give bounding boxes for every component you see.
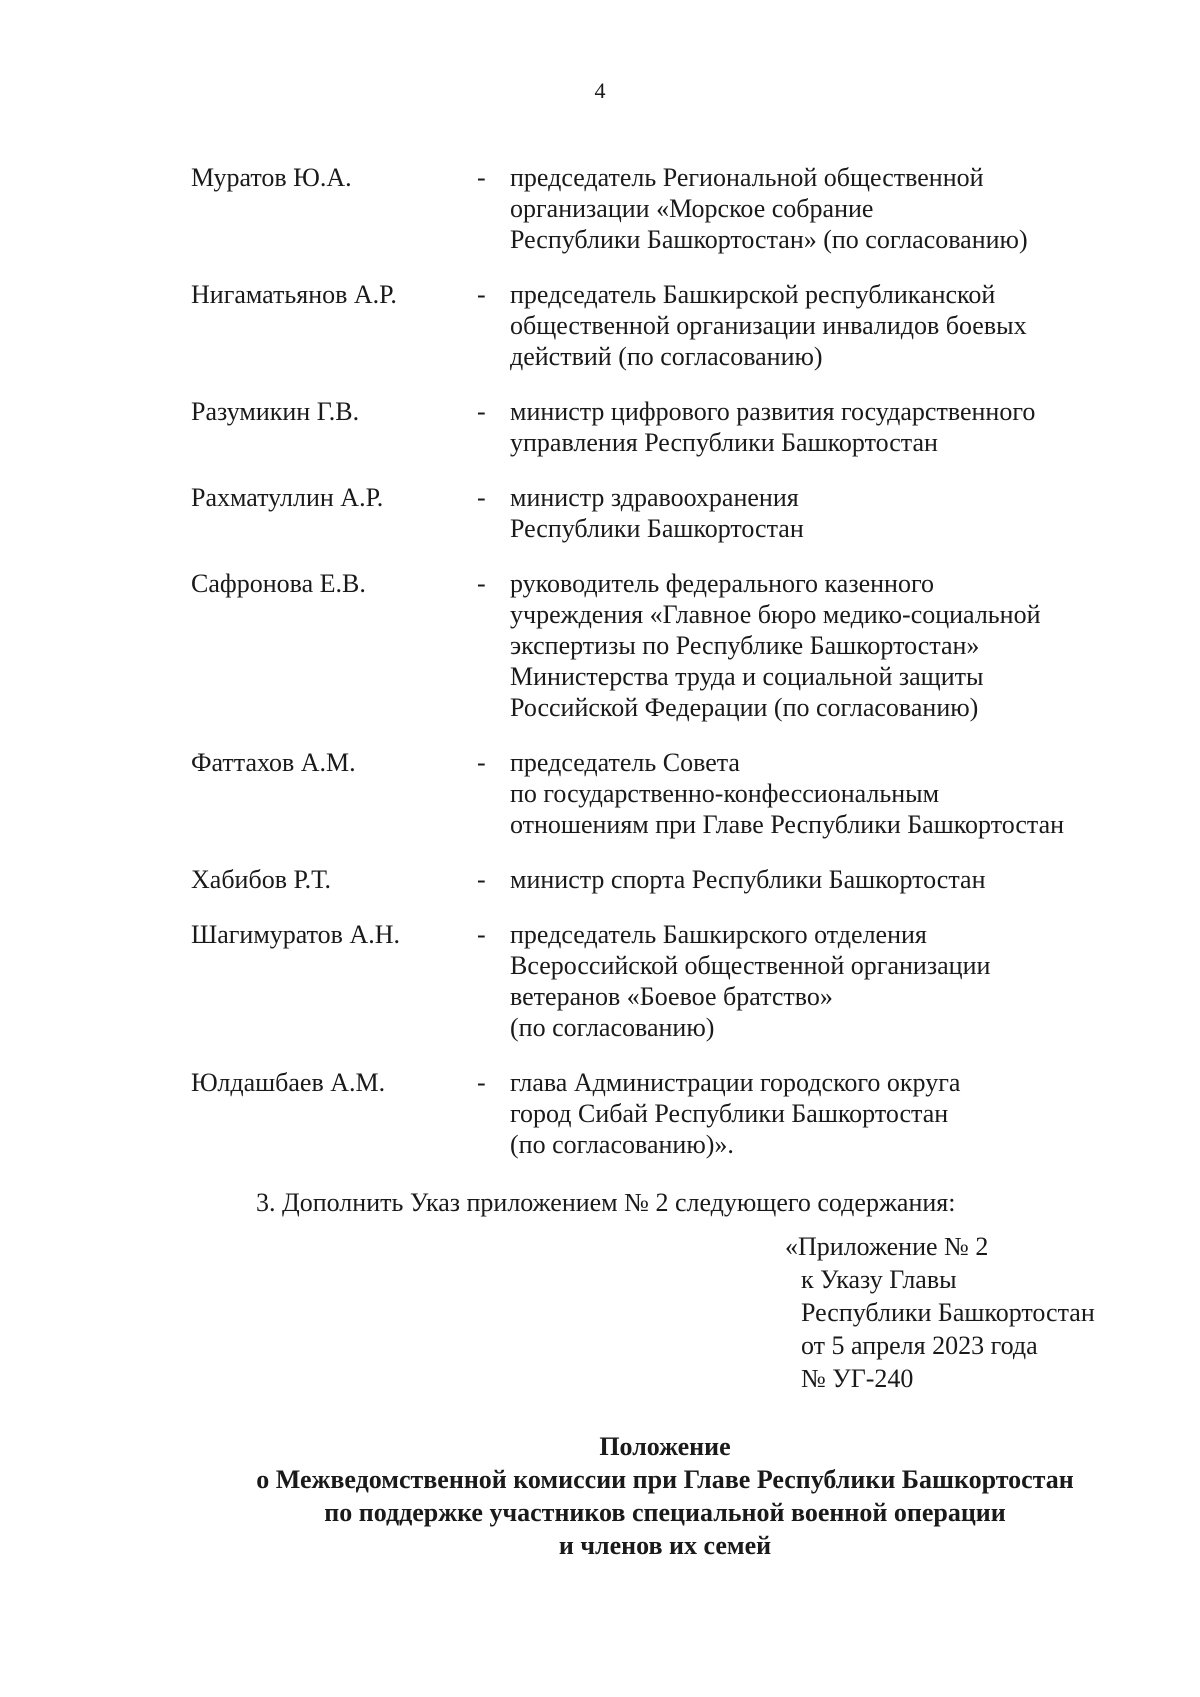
- heading-line: о Межведомственной комиссии при Главе Республики Башкортостан: [256, 1465, 1074, 1494]
- member-role-line: (по согласованию): [510, 1013, 715, 1042]
- member-role-line: действий (по согласованию): [510, 342, 823, 371]
- appendix-line: от 5 апреля 2023 года: [801, 1331, 1038, 1360]
- member-name: Рахматуллин А.Р.: [191, 483, 384, 512]
- member-role-line: по государственно-конфессиональным: [510, 779, 940, 808]
- member-role-line: Министерства труда и социальной защиты: [510, 662, 984, 691]
- member-entry: [191, 919, 1121, 1043]
- member-dash: -: [477, 1068, 486, 1097]
- member-name: Фаттахов А.М.: [191, 748, 356, 777]
- member-name: Шагимуратов А.Н.: [191, 920, 401, 949]
- member-role: [510, 162, 1121, 255]
- member-entry: [191, 162, 1121, 255]
- member-role-line: ветеранов «Боевое братство»: [510, 982, 833, 1011]
- member-role: [510, 1067, 1121, 1160]
- member-role-line: Всероссийской общественной организации: [510, 951, 991, 980]
- member-name: Разумикин Г.В.: [191, 397, 360, 426]
- member-role-line: министр спорта Республики Башкортостан: [510, 865, 986, 894]
- member-dash: -: [477, 920, 486, 949]
- member-role-line: председатель Башкирского отделения: [510, 920, 927, 949]
- member-role-line: (по согласованию)».: [510, 1130, 734, 1159]
- clause-paragraph: 3. Дополнить Указ приложением № 2 следующего содержания:: [256, 1188, 956, 1217]
- member-role: [510, 919, 1121, 1043]
- member-role: [510, 568, 1121, 723]
- member-dash: -: [477, 569, 486, 598]
- member-role-line: организации «Морское собрание: [510, 194, 874, 223]
- member-role-line: руководитель федерального казенного: [510, 569, 934, 598]
- members-list: [191, 162, 1121, 1184]
- member-role-line: Республики Башкортостан: [510, 514, 804, 543]
- member-role-line: управления Республики Башкортостан: [510, 428, 938, 457]
- heading-line: Положение: [599, 1432, 731, 1461]
- document-heading: [0, 1430, 1200, 1562]
- member-role-line: город Сибай Республики Башкортостан: [510, 1099, 949, 1128]
- member-entry: [191, 864, 1121, 895]
- member-name: Юлдашбаев А.М.: [191, 1068, 386, 1097]
- appendix-line: № УГ-240: [801, 1364, 914, 1393]
- member-entry: [191, 1067, 1121, 1160]
- member-entry: [191, 482, 1121, 544]
- member-name: Сафронова Е.В.: [191, 569, 366, 598]
- member-role-line: министр цифрового развития государственного: [510, 397, 1036, 426]
- member-name: Хабибов Р.Т.: [191, 865, 331, 894]
- member-dash: -: [477, 163, 486, 192]
- heading-line: и членов их семей: [558, 1531, 772, 1560]
- member-role-line: экспертизы по Республике Башкортостан»: [510, 631, 980, 660]
- member-role: [510, 482, 1121, 544]
- member-entry: [191, 279, 1121, 372]
- member-role: [510, 864, 1121, 895]
- member-role-line: Республики Башкортостан» (по согласованию): [510, 225, 1028, 254]
- member-dash: -: [477, 865, 486, 894]
- member-role: [510, 279, 1121, 372]
- member-entry: [191, 747, 1121, 840]
- member-dash: -: [477, 280, 486, 309]
- member-role-line: Российской Федерации (по согласованию): [510, 693, 979, 722]
- member-dash: -: [477, 748, 486, 777]
- member-dash: -: [477, 397, 486, 426]
- member-name: Муратов Ю.А.: [191, 163, 352, 192]
- heading-line: по поддержке участников специальной военной операции: [324, 1498, 1006, 1527]
- member-dash: -: [477, 483, 486, 512]
- member-entry: [191, 396, 1121, 458]
- member-name: Нигаматьянов А.Р.: [191, 280, 397, 309]
- member-role-line: министр здравоохранения: [510, 483, 799, 512]
- member-role-line: председатель Региональной общественной: [510, 163, 984, 192]
- member-role: [510, 396, 1121, 458]
- member-role-line: председатель Башкирской республиканской: [510, 280, 996, 309]
- appendix-line: Республики Башкортостан: [801, 1298, 1095, 1327]
- member-role-line: председатель Совета: [510, 748, 740, 777]
- member-entry: [191, 568, 1121, 723]
- member-role-line: общественной организации инвалидов боевых: [510, 311, 1027, 340]
- appendix-line: «Приложение № 2: [785, 1232, 989, 1261]
- appendix-line: к Указу Главы: [801, 1265, 957, 1294]
- member-role: [510, 747, 1121, 840]
- member-role-line: учреждения «Главное бюро медико-социальной: [510, 600, 1041, 629]
- page-number: 4: [594, 78, 606, 103]
- appendix-reference: [785, 1230, 1095, 1395]
- member-role-line: отношениям при Главе Республики Башкортостан: [510, 810, 1065, 839]
- member-role-line: глава Администрации городского округа: [510, 1068, 961, 1097]
